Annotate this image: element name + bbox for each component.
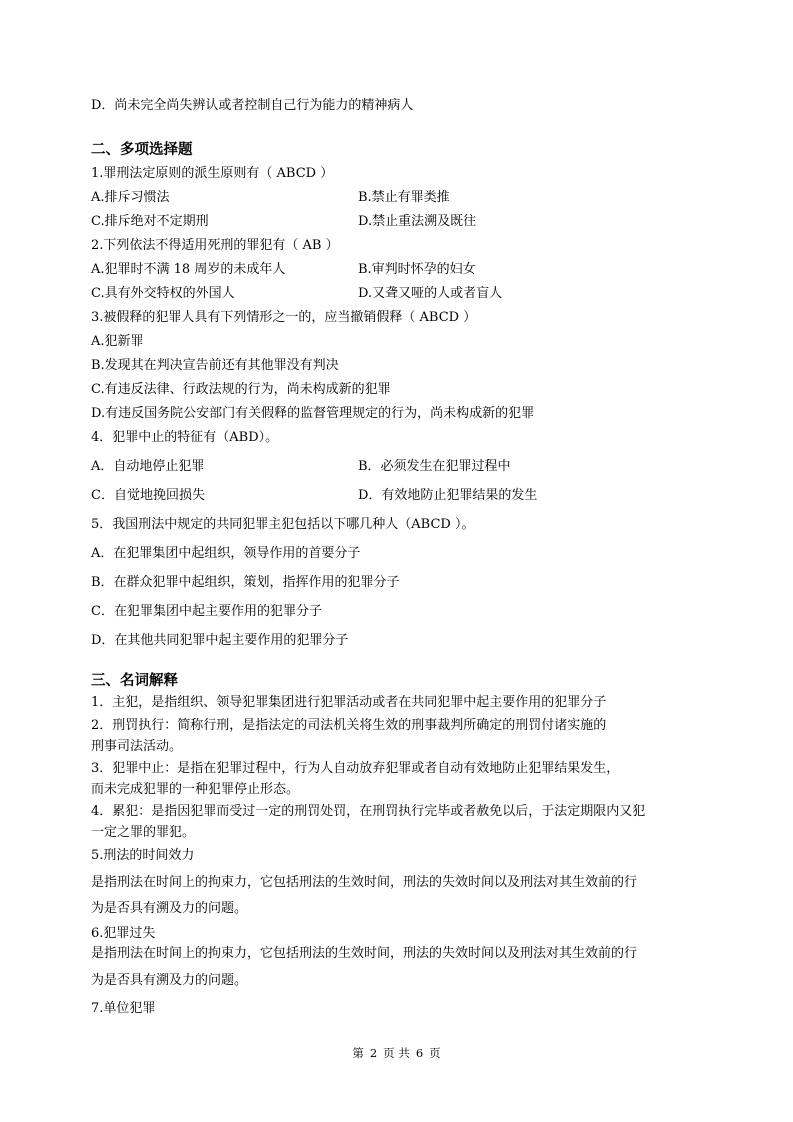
term4-line2: 一定之罪的罪犯。 bbox=[91, 825, 196, 840]
prev-option-d: D．尚未完全尚失辨认或者控制自己行为能力的精神病人 bbox=[91, 98, 414, 113]
q1-option-b: B.禁止有罪类推 bbox=[358, 190, 450, 205]
page-footer bbox=[0, 1045, 793, 1061]
q2-option-d: D.又聋又哑的人或者盲人 bbox=[358, 286, 503, 301]
term6-line2: 为是否具有溯及力的问题。 bbox=[91, 973, 248, 988]
q3-option-d: D.有违反国务院公安部门有关假释的监督管理规定的行为，尚未构成新的犯罪 bbox=[91, 406, 535, 421]
q1-stem: 1.罪刑法定原则的派生原则有（ ABCD ） bbox=[91, 166, 334, 181]
term5-title: 5.刑法的时间效力 bbox=[91, 848, 195, 863]
q2-option-c: C.具有外交特权的外国人 bbox=[91, 286, 235, 301]
term4-line1: 4．累犯：是指因犯罪而受过一定的刑罚处罚，在刑罚执行完毕或者赦免以后，于法定期限内又犯 bbox=[91, 804, 646, 819]
term1: 1．主犯，是指组织、领导犯罪集团进行犯罪活动或者在共同犯罪中起主要作用的犯罪分子 bbox=[91, 695, 607, 710]
q2-option-b: B.审判时怀孕的妇女 bbox=[358, 262, 476, 277]
term2-line2: 刑事司法活动。 bbox=[91, 739, 183, 754]
q5-option-c: C．在犯罪集团中起主要作用的犯罪分子 bbox=[91, 604, 322, 619]
q2-stem: 2.下列依法不得适用死刑的罪犯有（ AB ） bbox=[91, 238, 339, 253]
q2-option-a: A.犯罪时不满 18 周岁的未成年人 bbox=[91, 262, 286, 277]
term5-line1: 是指刑法在时间上的拘束力，它包括刑法的生效时间，刑法的失效时间以及刑法对其生效前的行 bbox=[91, 875, 638, 890]
q4-stem: 4．犯罪中止的特征有（ABD）。 bbox=[91, 430, 279, 445]
q5-option-a: A．在犯罪集团中起组织，领导作用的首要分子 bbox=[91, 546, 361, 561]
term3-line2: 而未完成犯罪的一种犯罪停止形态。 bbox=[91, 782, 300, 797]
term2-line1: 2．刑罚执行：简称行刑，是指法定的司法机关将生效的刑事裁判所确定的刑罚付诸实施的 bbox=[91, 718, 607, 733]
q4-option-a: A．自动地停止犯罪 bbox=[91, 459, 205, 474]
term5-line2: 为是否具有溯及力的问题。 bbox=[91, 901, 248, 916]
term6-title: 6.犯罪过失 bbox=[91, 926, 156, 941]
q1-option-a: A.排斥习惯法 bbox=[91, 190, 170, 205]
q3-option-b: B.发现其在判决宣告前还有其他罪没有判决 bbox=[91, 358, 339, 373]
q3-option-c: C.有违反法律、行政法规的行为，尚未构成新的犯罪 bbox=[91, 382, 391, 397]
q5-stem: 5．我国刑法中规定的共同犯罪主犯包括以下哪几种人（ABCD ）。 bbox=[91, 517, 475, 532]
q5-option-b: B．在群众犯罪中起组织，策划，指挥作用的犯罪分子 bbox=[91, 575, 400, 590]
q1-option-d: D.禁止重法溯及既往 bbox=[358, 214, 477, 229]
q3-stem: 3.被假释的犯罪人具有下列情形之一的，应当撤销假释（ ABCD ） bbox=[91, 310, 477, 325]
term6-line1: 是指刑法在时间上的拘束力，它包括刑法的生效时间，刑法的失效时间以及刑法对其生效前的行 bbox=[91, 946, 638, 961]
section2-title: 二、多项选择题 bbox=[91, 142, 193, 158]
footer-suffix: 页 bbox=[429, 1046, 441, 1060]
q4-option-d: D．有效地防止犯罪结果的发生 bbox=[358, 488, 538, 503]
q4-option-b: B．必须发生在犯罪过程中 bbox=[358, 459, 511, 474]
q4-option-c: C．自觉地挽回损失 bbox=[91, 488, 205, 503]
footer-total-pages: 6 bbox=[415, 1046, 424, 1060]
q3-option-a: A.犯新罪 bbox=[91, 334, 144, 349]
term3-line1: 3．犯罪中止：是指在犯罪过程中，行为人自动放弃犯罪或者自动有效地防止犯罪结果发生， bbox=[91, 761, 620, 776]
q5-option-d: D．在其他共同犯罪中起主要作用的犯罪分子 bbox=[91, 633, 349, 648]
q1-option-c: C.排斥绝对不定期刑 bbox=[91, 214, 209, 229]
section3-title: 三、名词解释 bbox=[91, 673, 178, 689]
footer-mid: 页 共 bbox=[383, 1046, 410, 1060]
term7-title: 7.单位犯罪 bbox=[91, 1001, 156, 1016]
footer-prefix: 第 bbox=[352, 1046, 364, 1060]
footer-page-number: 2 bbox=[369, 1046, 378, 1060]
